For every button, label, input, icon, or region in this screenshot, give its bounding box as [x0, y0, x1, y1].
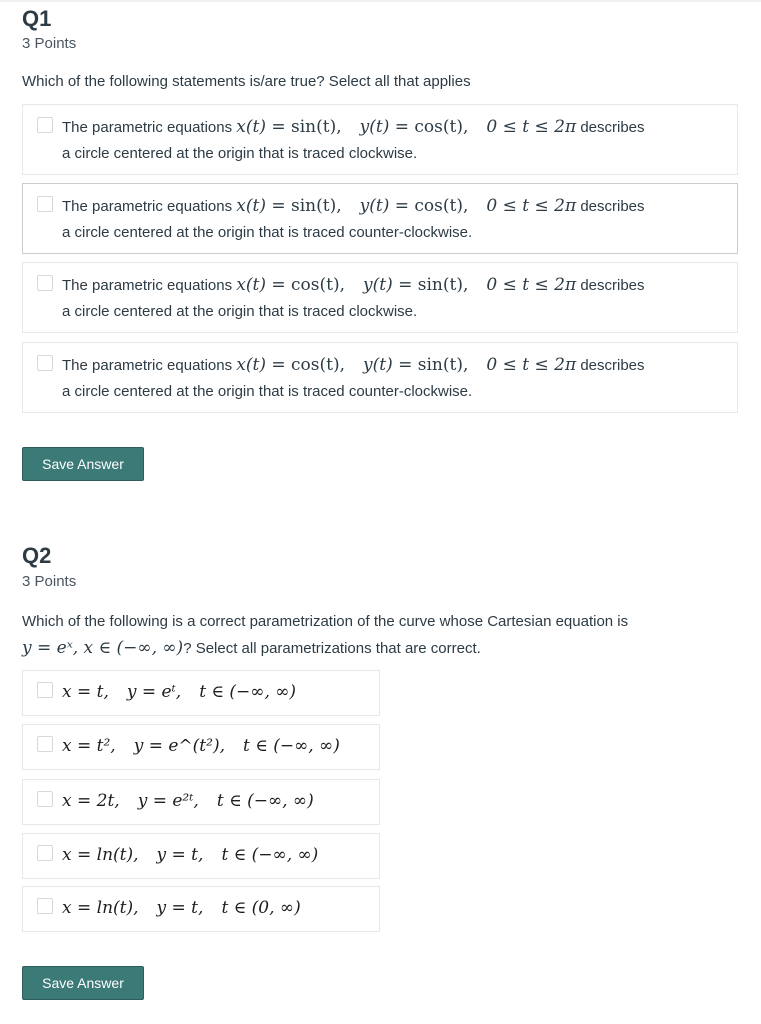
option-lead: The parametric equations	[62, 198, 233, 215]
q2-option[interactable]	[22, 724, 380, 770]
option-line2: a circle centered at the origin that is traced counter-clockwise.	[62, 383, 473, 400]
checkbox[interactable]	[37, 736, 53, 752]
range-expr: t ∈ (−∞, ∞)	[221, 845, 319, 865]
range-expr: t ∈ (−∞, ∞)	[216, 791, 314, 811]
x-expr: x = ln(t),	[62, 898, 139, 918]
checkbox[interactable]	[37, 355, 53, 371]
y-expr: cos(t)	[414, 196, 463, 216]
top-divider	[0, 0, 761, 2]
y-expr: cos(t)	[414, 117, 463, 137]
q1-save-answer-button[interactable]: Save Answer	[22, 447, 144, 481]
option-tail: describes	[580, 119, 645, 136]
y-label: y(t) =	[363, 355, 418, 375]
checkbox[interactable]	[37, 117, 53, 133]
question-1-prompt: Which of the following statements is/are true? Select all that applies	[22, 73, 471, 90]
range-expr: 0 ≤ t ≤ 2π	[486, 275, 577, 295]
x-expr: x = ln(t),	[62, 845, 139, 865]
x-label: x(t) =	[236, 275, 292, 295]
y-expr: y = e²ᵗ,	[137, 791, 199, 811]
x-expr: cos(t)	[291, 275, 340, 295]
q2-save-answer-button[interactable]: Save Answer	[22, 966, 144, 1000]
option-line2: a circle centered at the origin that is traced clockwise.	[62, 145, 418, 162]
q1-option[interactable]	[22, 183, 738, 254]
option-formula	[62, 845, 318, 865]
checkbox[interactable]	[37, 845, 53, 861]
y-label: y(t) =	[359, 196, 415, 216]
option-lead: The parametric equations	[62, 357, 233, 374]
x-expr: x = t²,	[62, 736, 116, 756]
option-text: The parametric equations x(t) = cos(t), y(t) = sin(t), 0 ≤ t ≤ 2π describes a circle centered at the origin that is traced counter-clockwise.	[62, 352, 732, 405]
q1-option[interactable]	[22, 262, 738, 333]
option-tail: describes	[580, 357, 645, 374]
x-expr: sin(t)	[291, 196, 337, 216]
x-expr: x = t,	[62, 682, 109, 702]
option-text: The parametric equations x(t) = sin(t), y(t) = cos(t), 0 ≤ t ≤ 2π describes a circle centered at the origin that is traced clockwise.	[62, 114, 732, 167]
option-text: The parametric equations x(t) = sin(t), y(t) = cos(t), 0 ≤ t ≤ 2π describes a circle centered at the origin that is traced counter-clockwise.	[62, 193, 732, 246]
option-lead: The parametric equations	[62, 119, 233, 136]
range-expr: t ∈ (−∞, ∞)	[199, 682, 297, 702]
q1-option[interactable]	[22, 342, 738, 413]
q2-option[interactable]	[22, 833, 380, 879]
range-expr: t ∈ (0, ∞)	[221, 898, 301, 918]
question-1-points: 3 Points	[22, 35, 77, 52]
option-text: The parametric equations x(t) = cos(t), y(t) = sin(t), 0 ≤ t ≤ 2π describes a circle centered at the origin that is traced clockwise.	[62, 272, 732, 325]
x-label: x(t) =	[236, 196, 292, 216]
range-expr: 0 ≤ t ≤ 2π	[486, 196, 577, 216]
y-label: y(t) =	[363, 275, 418, 295]
q2-option[interactable]	[22, 886, 380, 932]
q2-option[interactable]	[22, 779, 380, 825]
q2-option[interactable]	[22, 670, 380, 716]
prompt-math: y = eˣ, x ∈ (−∞, ∞)	[22, 638, 184, 658]
checkbox[interactable]	[37, 682, 53, 698]
x-expr: sin(t)	[291, 117, 337, 137]
range-expr: 0 ≤ t ≤ 2π	[486, 355, 577, 375]
y-expr: sin(t)	[417, 275, 463, 295]
x-expr: cos(t)	[291, 355, 340, 375]
option-line2: a circle centered at the origin that is traced counter-clockwise.	[62, 224, 473, 241]
y-label: y(t) =	[359, 117, 415, 137]
x-expr: x = 2t,	[62, 791, 120, 811]
question-2-points: 3 Points	[22, 573, 77, 590]
checkbox[interactable]	[37, 791, 53, 807]
range-expr: 0 ≤ t ≤ 2π	[486, 117, 577, 137]
option-line2: a circle centered at the origin that is traced clockwise.	[62, 303, 418, 320]
checkbox[interactable]	[37, 196, 53, 212]
question-1-title: Q1	[22, 6, 52, 31]
prompt-text-2: ? Select all parametrizations that are correct.	[183, 640, 481, 657]
option-formula	[62, 791, 314, 811]
range-expr: t ∈ (−∞, ∞)	[242, 736, 340, 756]
y-expr: y = t,	[156, 845, 204, 865]
prompt-text-1: Which of the following is a correct parametrization of the curve whose Cartesian equation is	[22, 613, 629, 630]
option-lead: The parametric equations	[62, 277, 233, 294]
y-expr: y = eᵗ,	[126, 682, 182, 702]
option-formula	[62, 898, 301, 918]
y-expr: y = e^(t²),	[133, 736, 225, 756]
option-formula	[62, 736, 340, 756]
option-tail: describes	[580, 277, 645, 294]
question-2-title: Q2	[22, 543, 52, 568]
x-label: x(t) =	[236, 117, 292, 137]
checkbox[interactable]	[37, 275, 53, 291]
y-expr: sin(t)	[417, 355, 463, 375]
x-label: x(t) =	[236, 355, 292, 375]
q1-option[interactable]	[22, 104, 738, 175]
option-formula	[62, 682, 296, 702]
option-tail: describes	[580, 198, 645, 215]
checkbox[interactable]	[37, 898, 53, 914]
question-2-prompt	[22, 608, 722, 662]
y-expr: y = t,	[156, 898, 204, 918]
